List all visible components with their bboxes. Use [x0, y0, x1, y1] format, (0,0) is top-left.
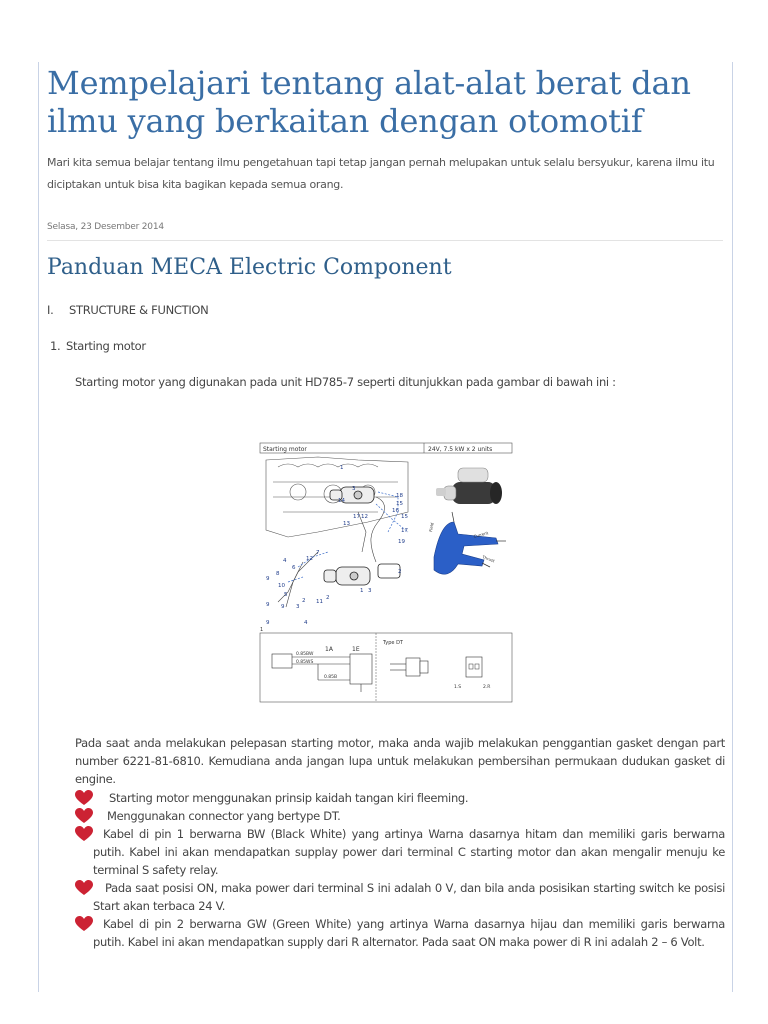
- section-number: I.: [47, 303, 54, 317]
- content-border-right: [732, 62, 733, 992]
- figure-header-left: Starting motor: [263, 446, 307, 453]
- svg-text:1: 1: [360, 588, 364, 594]
- heart-icon: [75, 790, 93, 806]
- heart-icon: [75, 880, 93, 896]
- intro-text: Starting motor yang digunakan pada unit HD785-7 seperti ditunjukkan pada gambar di bawah ini :: [75, 375, 616, 389]
- post-title[interactable]: Panduan MECA Electric Component: [47, 255, 452, 280]
- list-item: [75, 789, 725, 807]
- list-item-text: Menggunakan connector yang bertype DT.: [107, 809, 341, 823]
- svg-text:9: 9: [266, 576, 270, 582]
- svg-text:8: 8: [276, 571, 280, 577]
- svg-text:11: 11: [316, 599, 323, 605]
- pin-label-1a: 1A: [325, 646, 333, 653]
- svg-text:12: 12: [361, 514, 368, 520]
- svg-text:15: 15: [396, 501, 403, 507]
- list-item: [75, 915, 725, 951]
- svg-text:9: 9: [266, 620, 270, 626]
- connector-label-s: 1.S: [454, 685, 462, 690]
- lower-starter: [324, 564, 400, 585]
- hand-label-field: Field: [428, 522, 435, 533]
- hand-label-thrust: Thrust: [481, 554, 496, 564]
- heart-icon: [75, 826, 93, 842]
- svg-text:1: 1: [260, 627, 264, 633]
- content-border-left: [38, 62, 39, 992]
- svg-text:4: 4: [304, 620, 308, 626]
- svg-text:12: 12: [306, 556, 313, 562]
- svg-text:3: 3: [352, 486, 356, 492]
- post-date: Selasa, 23 Desember 2014: [47, 222, 164, 232]
- svg-text:4: 4: [283, 558, 287, 564]
- svg-text:17: 17: [401, 528, 408, 534]
- list-item: [75, 825, 725, 879]
- left-hand-rule-illustration: [428, 512, 506, 574]
- blog-content: [47, 64, 725, 389]
- svg-text:2: 2: [326, 595, 330, 601]
- list-item-text: Kabel di pin 2 berwarna GW (Green White) yang artinya Warna dasarnya hijau dan memiliki garis berwarna putih. Kabel ini akan mendapatkan supply dari R alternator. Pada saat ON maka power di R ini adalah 2 – 6 Volt.: [93, 917, 725, 949]
- subsection-number: 1.: [50, 339, 61, 353]
- svg-text:5: 5: [284, 592, 288, 598]
- svg-text:1: 1: [340, 465, 344, 471]
- blog-description: Mari kita semua belajar tentang ilmu pengetahuan tapi tetap jangan pernah melupakan untuk selalu bersyukur, karena ilmu itu diciptakan untuk bisa kita bagikan kepada semua orang.: [47, 156, 715, 191]
- svg-text:3: 3: [296, 604, 300, 610]
- list-item: [75, 807, 725, 825]
- connector-type-label: Type DT: [383, 640, 403, 646]
- svg-text:7: 7: [316, 550, 320, 556]
- figure-header-right: 24V, 7.5 kW x 2 units: [428, 446, 493, 453]
- list-item-text: Starting motor menggunakan prinsip kaidah tangan kiri fleeming.: [109, 791, 469, 805]
- svg-text:17: 17: [353, 514, 360, 520]
- list-item: [75, 879, 725, 915]
- section-heading: [47, 303, 725, 317]
- divider: [47, 240, 723, 241]
- svg-text:10: 10: [278, 583, 285, 589]
- pin-label-1e: 1E: [352, 646, 360, 653]
- starting-motor-figure[interactable]: [258, 442, 514, 704]
- starter-motor-photo: [436, 466, 506, 512]
- wiring-schematic: [260, 627, 512, 702]
- svg-text:13: 13: [343, 521, 350, 527]
- section-label: STRUCTURE & FUNCTION: [69, 303, 209, 317]
- list-item-text: Kabel di pin 1 berwarna BW (Black White) yang artinya Warna dasarnya hitam dan memiliki garis berwarna putih. Kabel ini akan mendapatkan supplay power dari terminal C starting motor dan akan mengalir menuju ke terminal S safety relay.: [93, 827, 725, 877]
- gasket-paragraph: Pada saat anda melakukan pelepasan starting motor, maka anda wajib melakukan penggantian gasket dengan part number 6221-81-6810. Kemudiana anda jangan lupa untuk melakukan pembersihan permukaan dudukan gasket di engine.: [75, 736, 725, 786]
- subsection-heading: [47, 339, 725, 353]
- starting-motor-diagram: [258, 442, 514, 704]
- svg-text:2: 2: [302, 598, 306, 604]
- svg-text:19: 19: [398, 539, 405, 545]
- wire-label-b: 0.85B: [324, 675, 338, 680]
- blog-title[interactable]: Mempelajari tentang alat-alat berat dan ilmu yang berkaitan dengan otomotif: [47, 64, 691, 140]
- svg-text:9: 9: [281, 604, 285, 610]
- list-item-text: Pada saat posisi ON, maka power dari terminal S ini adalah 0 V, dan bila anda posisikan starting switch ke posisi Start akan terbaca 24 V.: [93, 881, 725, 913]
- svg-text:18: 18: [396, 493, 403, 499]
- connector-label-r: 2.R: [483, 685, 491, 690]
- subsection-label: Starting motor: [66, 339, 146, 353]
- svg-text:3: 3: [368, 588, 372, 594]
- heart-icon: [75, 916, 93, 932]
- svg-text:9: 9: [266, 602, 270, 608]
- svg-text:15: 15: [401, 514, 408, 520]
- hand-label-current: Current: [472, 530, 489, 539]
- svg-text:2: 2: [398, 569, 402, 575]
- wire-label-ws: 0.85WS: [296, 660, 314, 665]
- bullet-list: [75, 789, 725, 951]
- heart-icon: [75, 808, 93, 824]
- svg-text:16: 16: [392, 508, 399, 514]
- svg-text:14: 14: [338, 498, 345, 504]
- wire-label-bw: 0.85BW: [296, 652, 314, 657]
- svg-text:6: 6: [292, 565, 296, 571]
